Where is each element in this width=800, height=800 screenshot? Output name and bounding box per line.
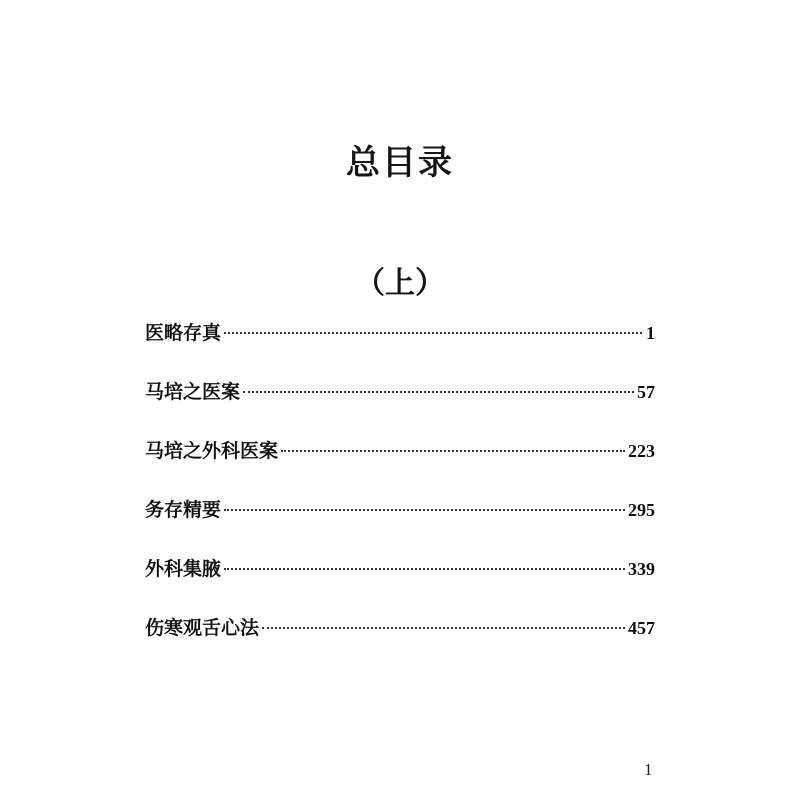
- toc-entry-page: 57: [637, 382, 655, 402]
- toc-entry-title: 伤寒观舌心法: [145, 617, 260, 639]
- toc-entry-page: 295: [628, 500, 655, 520]
- toc-dot-leader: [243, 391, 634, 393]
- toc-entry[interactable]: [145, 436, 655, 495]
- page-number: 1: [644, 760, 653, 779]
- toc-entry[interactable]: [145, 554, 655, 613]
- toc-entry-page: 457: [628, 618, 655, 638]
- table-of-contents: [145, 318, 655, 672]
- toc-entry-page: 339: [628, 559, 655, 579]
- toc-entry-title: 医略存真: [145, 322, 222, 344]
- volume-subtitle: （上）: [355, 266, 445, 301]
- toc-entry-title: 马培之外科医案: [145, 440, 279, 462]
- toc-dot-leader: [224, 332, 642, 334]
- toc-dot-leader: [224, 509, 625, 511]
- toc-entry-page: 223: [628, 441, 655, 461]
- toc-entry-title: 务存精要: [145, 499, 222, 521]
- toc-entry-title: 外科集腋: [145, 558, 222, 580]
- toc-dot-leader: [281, 450, 625, 452]
- toc-entry[interactable]: [145, 495, 655, 554]
- toc-dot-leader: [262, 627, 625, 629]
- toc-dot-leader: [224, 568, 625, 570]
- page-title: 总目录: [346, 143, 454, 183]
- toc-entry-page: 1: [646, 323, 655, 343]
- toc-entry[interactable]: [145, 613, 655, 672]
- toc-entry[interactable]: [145, 318, 655, 377]
- toc-entry[interactable]: [145, 377, 655, 436]
- toc-entry-title: 马培之医案: [145, 381, 241, 403]
